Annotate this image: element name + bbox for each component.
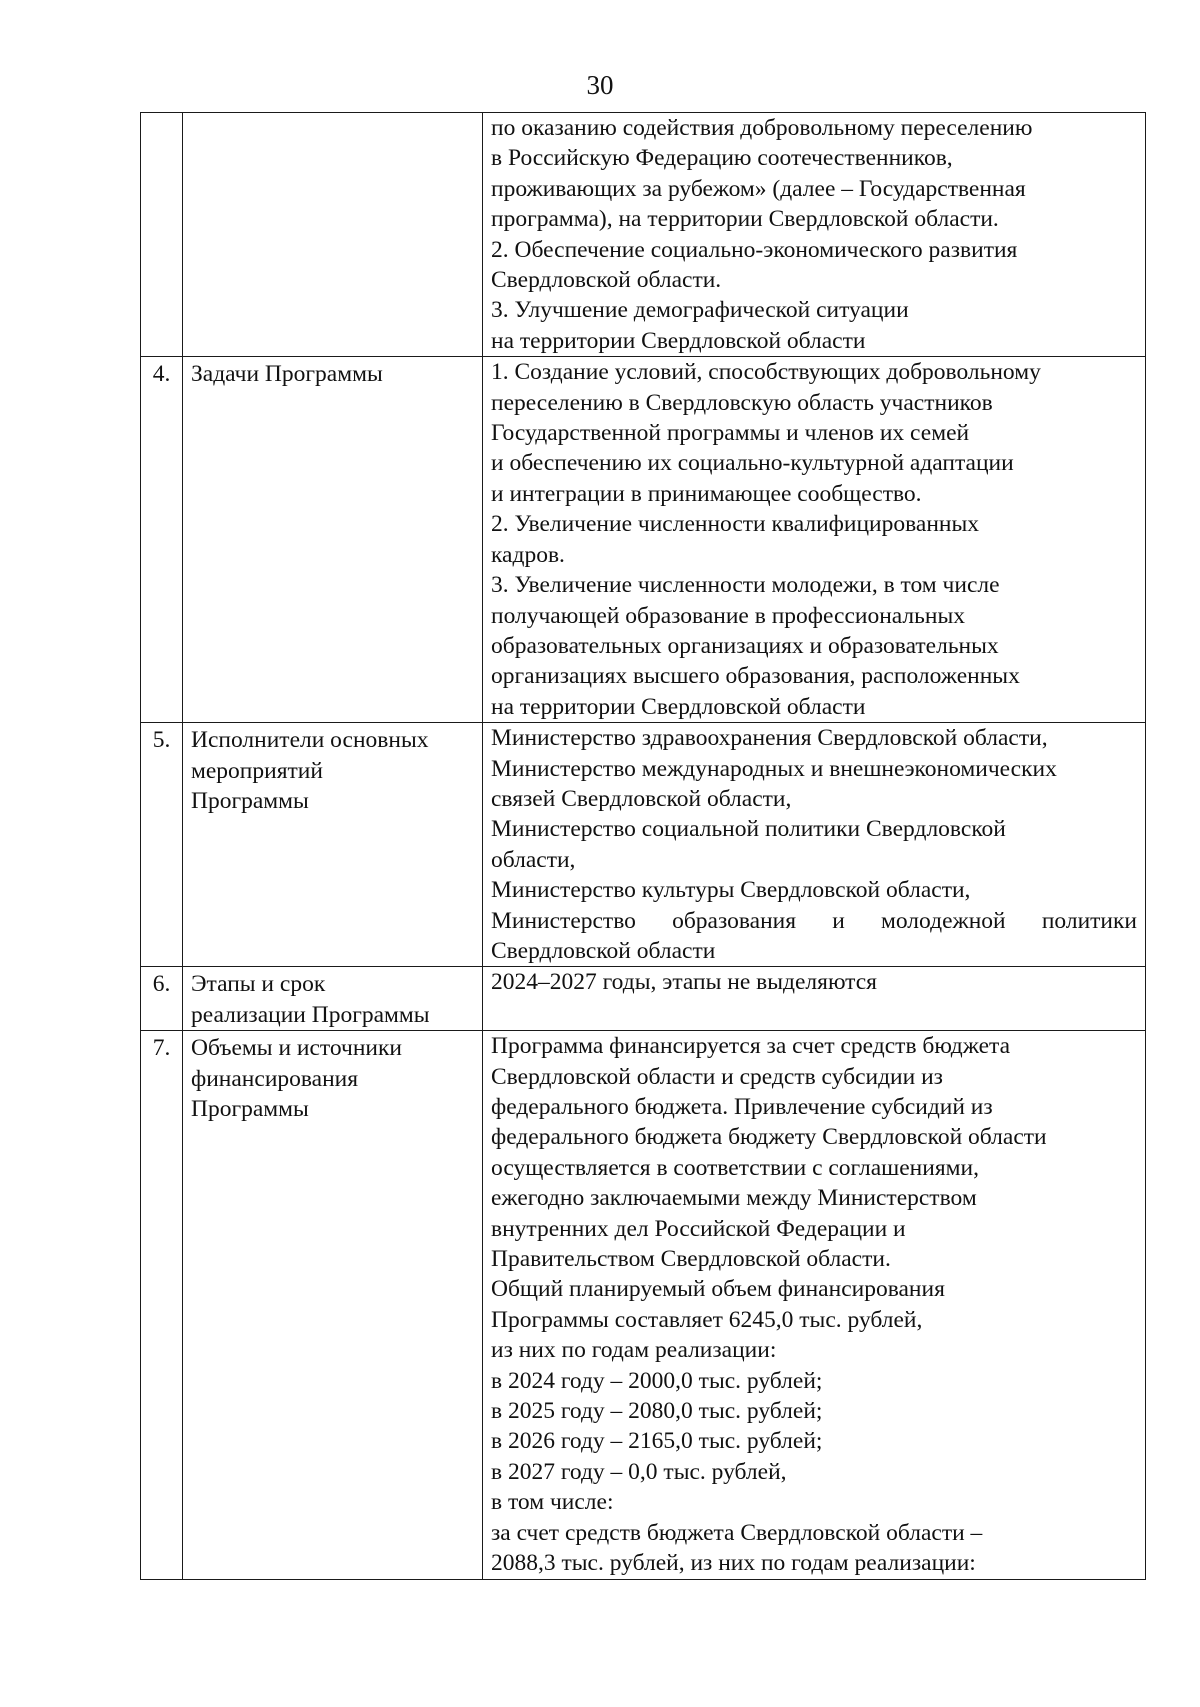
content-line: 1. Создание условий, способствующих добровольному	[491, 359, 1041, 386]
row-content	[483, 967, 1146, 1031]
row-number: 6.	[141, 967, 183, 1031]
content-line: в Российскую Федерацию соотечественников,	[491, 145, 953, 172]
content-line: Свердловской области.	[491, 267, 722, 294]
table-row	[141, 723, 1146, 967]
content-line: 3. Улучшение демографической ситуации	[491, 297, 909, 324]
label-line: Задачи Программы	[191, 361, 383, 388]
content-line: Правительством Свердловской области.	[491, 1246, 891, 1273]
content-line: из них по годам реализации:	[491, 1337, 777, 1364]
row-number	[141, 113, 183, 357]
content-line: ежегодно заключаемыми между Министерством	[491, 1185, 977, 1212]
row-content	[483, 1031, 1146, 1579]
content-line: на территории Свердловской области	[491, 693, 866, 720]
content-line: федерального бюджета бюджету Свердловской области	[491, 1124, 1047, 1151]
content-line: Министерство образования и молодежной политики	[491, 907, 1137, 934]
content-line: Государственной программы и членов их семей	[491, 420, 970, 447]
content-line: Программы составляет 6245,0 тыс. рублей,	[491, 1306, 923, 1333]
label-line: Объемы и источники	[191, 1035, 402, 1062]
label-line: мероприятий	[191, 757, 323, 784]
content-line: и интеграции в принимающее сообщество.	[491, 480, 922, 507]
content-line: организациях высшего образования, расположенных	[491, 663, 1020, 690]
label-line: Исполнители основных	[191, 727, 429, 754]
row-label	[183, 967, 483, 1031]
content-line: в 2027 году – 0,0 тыс. рублей,	[491, 1458, 787, 1485]
content-line: получающей образование в профессиональных	[491, 602, 965, 629]
table-body	[141, 113, 1146, 1580]
content-line: на территории Свердловской области	[491, 327, 866, 354]
label-line: реализации Программы	[191, 1001, 430, 1028]
table-row	[141, 1031, 1146, 1579]
content-line: Программа финансируется за счет средств бюджета	[491, 1033, 1011, 1060]
label-line: Программы	[191, 1096, 309, 1122]
content-line: Свердловской области и средств субсидии из	[491, 1063, 943, 1090]
content-line: Министерство социальной политики Свердловской	[491, 816, 1006, 843]
label-line: Этапы и срок	[191, 971, 326, 998]
content-line: кадров.	[491, 541, 565, 568]
table-row	[141, 113, 1146, 357]
content-line: в 2025 году – 2080,0 тыс. рублей;	[491, 1398, 823, 1425]
content-line: федерального бюджета. Привлечение субсидий из	[491, 1094, 993, 1120]
content-line: в 2026 году – 2165,0 тыс. рублей;	[491, 1428, 823, 1455]
row-label	[183, 1031, 483, 1579]
content-line: области,	[491, 846, 576, 873]
row-number: 4.	[141, 357, 183, 723]
content-line: за счет средств бюджета Свердловской области –	[491, 1519, 983, 1546]
content-line: осуществляется в соответствии с соглашениями,	[491, 1154, 979, 1181]
page-number: 30	[586, 70, 614, 100]
content-line: программа), на территории Свердловской области.	[491, 206, 999, 233]
content-line: по оказанию содействия добровольному переселению	[491, 115, 1033, 141]
content-line: Министерство международных и внешнеэкономических	[491, 755, 1057, 782]
content-line: внутренних дел Российской Федерации и	[491, 1215, 906, 1242]
row-label	[183, 723, 483, 967]
content-line: 2. Увеличение численности квалифицированных	[491, 511, 980, 538]
row-number: 5.	[141, 723, 183, 967]
table-row	[141, 357, 1146, 723]
table-row	[141, 967, 1146, 1031]
content-line: 2088,3 тыс. рублей, из них по годам реализации:	[491, 1550, 976, 1577]
content-line: 2024–2027 годы, этапы не выделяются	[491, 969, 877, 996]
content-line: Министерство культуры Свердловской области,	[491, 877, 971, 904]
row-content	[483, 723, 1146, 967]
row-content	[483, 113, 1146, 357]
content-line: переселению в Свердловскую область участников	[491, 389, 993, 416]
content-line: Свердловской области	[491, 937, 716, 964]
content-line: образовательных организациях и образовательных	[491, 632, 999, 659]
program-passport-table	[140, 112, 1146, 1580]
row-number: 7.	[141, 1031, 183, 1579]
content-line: в 2024 году – 2000,0 тыс. рублей;	[491, 1367, 823, 1394]
row-content	[483, 357, 1146, 723]
content-line: в том числе:	[491, 1489, 614, 1516]
row-label	[183, 357, 483, 723]
content-line: Министерство здравоохранения Свердловской области,	[491, 725, 1048, 752]
label-line: Программы	[191, 787, 309, 814]
row-label	[183, 113, 483, 357]
label-line: финансирования	[191, 1065, 359, 1092]
content-line: проживающих за рубежом» (далее – Государственная	[491, 175, 1026, 202]
content-line: Общий планируемый объем финансирования	[491, 1276, 945, 1303]
content-line: и обеспечению их социально-культурной адаптации	[491, 450, 1014, 477]
content-line: 2. Обеспечение социально-экономического развития	[491, 236, 1018, 263]
content-line: связей Свердловской области,	[491, 785, 792, 812]
content-line: 3. Увеличение численности молодежи, в том числе	[491, 572, 1000, 599]
